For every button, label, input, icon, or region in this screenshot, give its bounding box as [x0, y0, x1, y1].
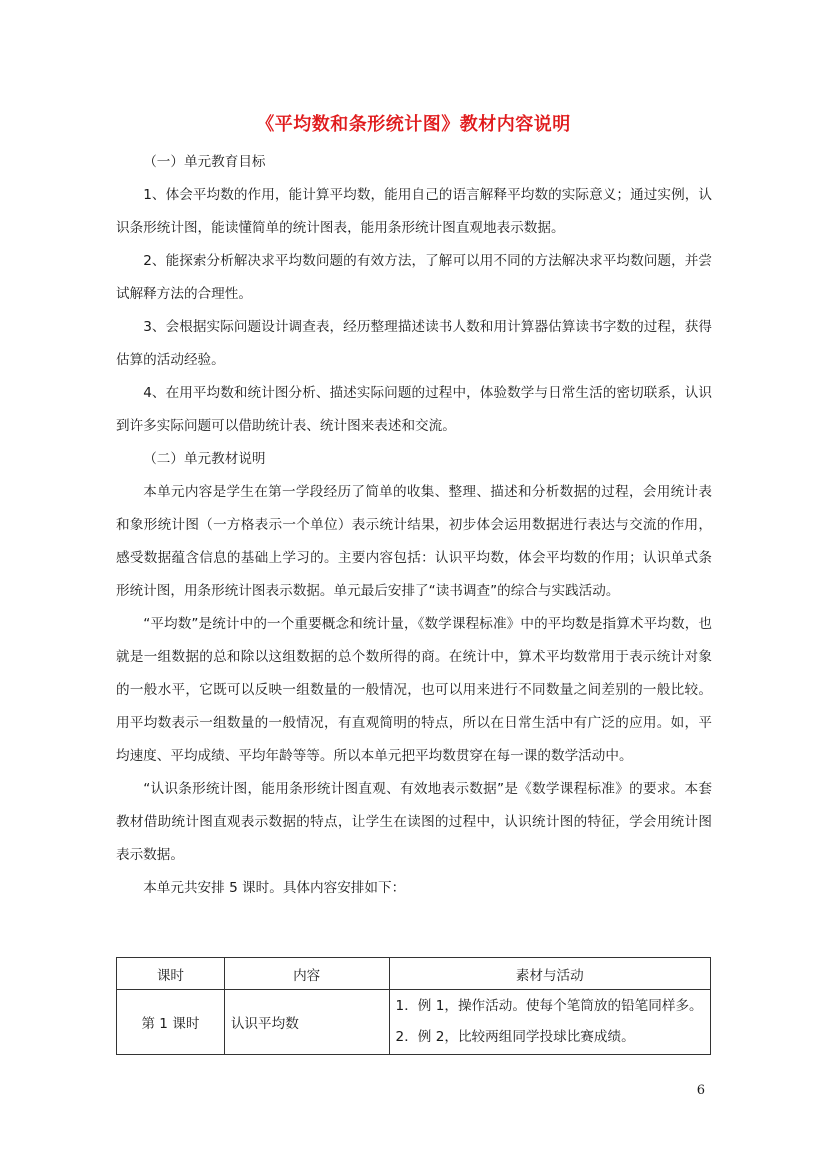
section-heading-goals: （一）单元教育目标	[143, 154, 266, 170]
section-heading-materials: （二）单元教材说明	[143, 451, 266, 467]
cell-content: 认识平均数	[224, 990, 389, 1055]
materials-paragraph-1: 本单元内容是学生在第一学段经历了简单的收集、整理、描述和分析数据的过程，会用统计表和象形统计图（一方格表示一个单位）表示统计结果，初步体会运用数据进行表达与交流的作用，感受数据蕴含信息的基础上学习的。主要内容包括：认识平均数，体会平均数的作用；认识单式条形统计图，用条形统计图表示数据。单元最后安排了“读书调查”的综合与实践活动。	[116, 484, 712, 599]
document-title: 《平均数和条形统计图》教材内容说明	[256, 114, 571, 135]
cell-lesson: 第 1 课时	[117, 990, 225, 1055]
schedule-intro: 本单元共安排 5 课时。具体内容安排如下：	[143, 880, 406, 896]
materials-paragraph-2: “平均数”是统计中的一个重要概念和统计量，《数学课程标准》中的平均数是指算术平均数，也就是一组数据的总和除以这组数据的总个数所得的商。在统计中，算术平均数常用于表示统计对象的一般水平，它既可以反映一组数量的一般情况，也可以用来进行不同数量之间差别的一般比较。用平均数表示一组数量的一般情况，有直观简明的特点，所以在日常生活中有广泛的应用。如，平均速度、平均成绩、平均年龄等等。所以本单元把平均数贯穿在每一课的数学活动中。	[116, 616, 712, 764]
table-header-row	[117, 958, 711, 990]
table-row	[117, 990, 711, 1055]
goal-paragraph-3: 3、会根据实际问题设计调查表，经历整理描述读书人数和用计算器估算读书字数的过程，获得估算的活动经验。	[116, 319, 712, 368]
goal-paragraph-4: 4、在用平均数和统计图分析、描述实际问题的过程中，体验数学与日常生活的密切联系，认识到许多实际问题可以借助统计表、统计图来表述和交流。	[116, 385, 712, 434]
header-activities: 素材与活动	[389, 958, 710, 990]
cell-activities	[389, 990, 710, 1055]
activity-item-2: 2．例 2，比较两组同学投球比赛成绩。	[395, 1029, 635, 1045]
header-content: 内容	[224, 958, 389, 990]
header-lesson: 课时	[117, 958, 225, 990]
goal-paragraph-1: 1、体会平均数的作用，能计算平均数，能用自己的语言解释平均数的实际意义；通过实例，认识条形统计图，能读懂简单的统计图表，能用条形统计图直观地表示数据。	[116, 187, 712, 236]
page-number: 6	[696, 1083, 705, 1098]
document-body	[116, 146, 712, 905]
activity-item-1: 1．例 1，操作活动。使每个笔筒放的铅笔同样多。	[395, 998, 703, 1014]
materials-paragraph-3: “认识条形统计图，能用条形统计图直观、有效地表示数据”是《数学课程标准》的要求。本套教材借助统计图直观表示数据的特点，让学生在读图的过程中，认识统计图的特征，学会用统计图表示数据。	[116, 781, 712, 863]
lesson-schedule-table	[116, 957, 711, 1055]
goal-paragraph-2: 2、能探索分析解决求平均数问题的有效方法，了解可以用不同的方法解决求平均数问题，并尝试解释方法的合理性。	[116, 253, 712, 302]
